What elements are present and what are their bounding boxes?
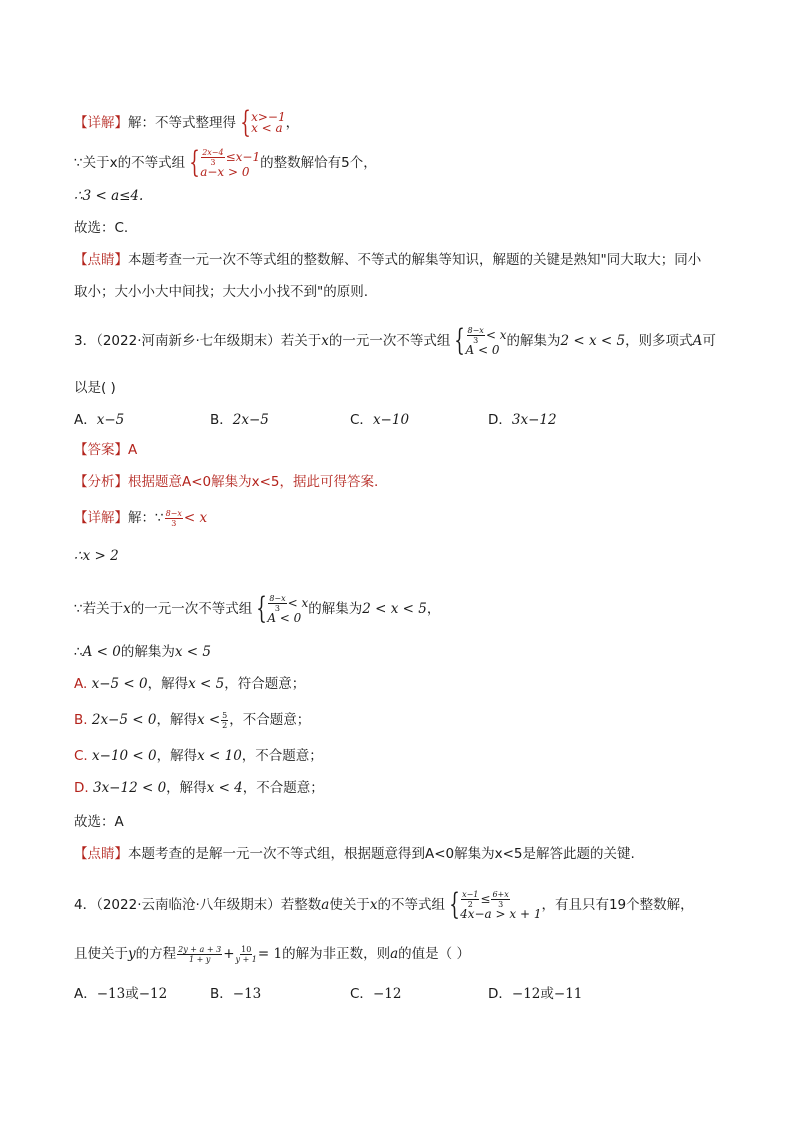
q3-option-c: C．x−10 — [350, 412, 410, 428]
q2-comment-line-2: 取小；大小小大中间找；大大小小找不到"的原则. — [74, 284, 369, 300]
inequality-system: { $\frac{8-x}{3}$ < x A < 0 — [454, 323, 507, 358]
q4-stem: 4．（2022·云南临沧·八年级期末）若整数a使关于x的不等式组 { $\frac{x-1}{2}$ ≤ $\frac{6+x}{3}$ 4x−a > x + 1 ，有且只有19个整数解， — [74, 887, 694, 922]
q3-answer: 【答案】A — [74, 442, 138, 458]
q2-conclusion: ∴3 < a≤4. — [74, 188, 144, 204]
q3-comment: 【点睛】本题考查的是解一元一次不等式组，根据题意得到A<0解集为x<5是解答此题的关键. — [74, 846, 635, 862]
detail-text: 解：不等式整理得 — [128, 115, 236, 131]
detail-tag: 【详解】 — [74, 115, 128, 131]
q3-stem-line-2: 以是( ) — [74, 380, 116, 396]
q3-detail-option-a: A. x−5 < 0，解得x < 5，符合题意； — [74, 676, 306, 692]
q4-option-a: A．−13或−12 — [74, 986, 168, 1002]
q2-detail-line: 【详解】解：不等式整理得 { x>−1 x < a ， — [74, 105, 300, 140]
q3-detail-line-4: ∴A < 0的解集为x < 5 — [74, 644, 211, 660]
q3-analysis: 【分析】根据题意A<0解集为x<5，据此可得答案. — [74, 474, 379, 490]
q4-stem-line-2: 且使关于y的方程 $\frac{2y + a + 3}{1 + y}$ + $\frac{10}{y + 1}$ = 1的解为非正数，则a的值是（ ） — [74, 944, 470, 964]
q2-choice: 故选：C. — [74, 220, 129, 236]
inequality-system: { $\frac{x-1}{2}$ ≤ $\frac{6+x}{3}$ 4x−a > x + 1 — [449, 887, 542, 922]
inequality-system: { x>−1 x < a — [240, 105, 286, 140]
q4-option-d: D．−12或−11 — [488, 986, 583, 1002]
q4-option-b: B．−13 — [210, 986, 262, 1002]
q2-comment: 【点睛】本题考查一元一次不等式组的整数解、不等式的解集等知识，解题的关键是熟知"同大取大；同小 — [74, 252, 702, 268]
q3-option-b: B．2x−5 — [210, 412, 269, 428]
q2-detail-line-2: ∵关于x的不等式组 { $\frac{2x-4}{3}$ ≤x−1 a−x > 0 的整数解恰有5个， — [74, 145, 377, 180]
q3-detail-option-c: C. x−10 < 0，解得x < 10，不合题意； — [74, 748, 323, 764]
q3-option-d: D．3x−12 — [488, 412, 557, 428]
q4-option-c: C．−12 — [350, 986, 402, 1002]
inequality-system: { $\frac{2x-4}{3}$ ≤x−1 a−x > 0 — [189, 145, 261, 180]
q3-detail-line-3: ∵若关于x的一元一次不等式组 { $\frac{8-x}{3}$ < x A < 0 的解集为2 < x < 5， — [74, 591, 441, 626]
inequality-system: { $\frac{8-x}{3}$ < x A < 0 — [256, 591, 309, 626]
q3-detail-option-d: D. 3x−12 < 0，解得x < 4，不合题意； — [74, 780, 324, 796]
q3-choice: 故选：A — [74, 814, 124, 830]
q3-option-a: A．x−5 — [74, 412, 125, 428]
q3-detail: 【详解】解：∵ $\frac{8-x}{3}$ < x — [74, 508, 208, 528]
q3-detail-option-b: B. 2x−5 < 0，解得x < $\frac{5}{2}$ ，不合题意； — [74, 710, 311, 730]
q3-stem: 3．（2022·河南新乡·七年级期末）若关于x的一元一次不等式组 { $\frac{8-x}{3}$ < x A < 0 的解集为2 < x < 5，则多项式A可 — [74, 323, 716, 358]
q3-detail-line-2: ∴x > 2 — [74, 548, 119, 564]
